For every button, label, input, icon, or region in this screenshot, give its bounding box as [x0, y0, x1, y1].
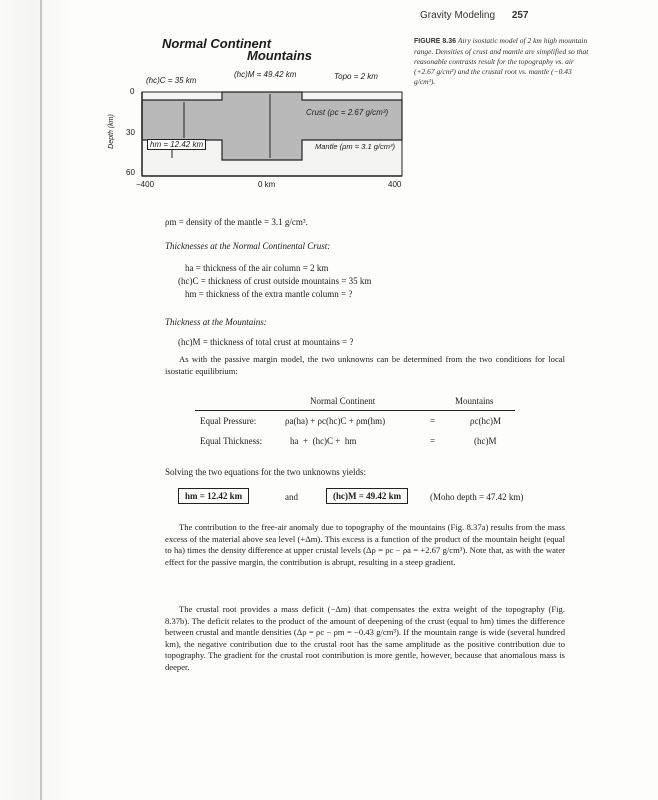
eq-pressure-label: Equal Pressure:: [200, 416, 257, 426]
result-hcm-box: (hc)M = 49.42 km: [326, 488, 408, 504]
hc-normal-label: (hc)C = 35 km: [146, 76, 197, 85]
depth-tick-60: 60: [126, 168, 135, 177]
crustal-root-paragraph: [165, 604, 565, 674]
x-tick-center: 0 km: [258, 180, 276, 189]
hm-definition: hm = thickness of the extra mantle column = ?: [185, 289, 353, 299]
running-header: [420, 10, 529, 21]
caption-text: Airy isostatic model of 2 km high mountain range. Densities of crust and mantle are simplified so that reasonable contrasts result for the topography vs. air (+2.67 g/cm³) and the crustal root vs. mantle (−0.43 g/cm³).: [414, 36, 589, 86]
col-header-mountains: Mountains: [455, 396, 494, 406]
mountain-thickness-heading: Thickness at the Mountains:: [165, 317, 267, 327]
x-tick-left: −400: [136, 180, 155, 189]
depth-axis-label: Depth (km): [107, 114, 115, 149]
normal-continent-label: Normal Continent: [162, 36, 272, 51]
page-number: 257: [511, 10, 529, 21]
hm-label: hm = 12.42 km: [147, 139, 206, 150]
x-tick-right: 400: [388, 180, 402, 189]
crust-label: Crust (ρc = 2.67 g/cm³): [306, 108, 389, 117]
equilibrium-intro-text: As with the passive margin model, the two unknowns can be determined from the two conditions for local isostatic equilibrium:: [165, 354, 565, 376]
eq-pressure-rhs: ρc(hc)M: [470, 416, 501, 426]
eq-thickness-equals: =: [430, 436, 436, 446]
header-title: Gravity Modeling: [420, 10, 496, 21]
normal-crust-heading: Thicknesses at the Normal Continental Crust:: [165, 241, 331, 251]
figure-diagram: [112, 36, 412, 216]
eq-thickness-label: Equal Thickness:: [200, 436, 263, 446]
result-hm-box: hm = 12.42 km: [178, 488, 249, 504]
equilibrium-intro: [165, 354, 565, 377]
mountains-label: Mountains: [247, 48, 312, 63]
eq-pressure-lhs: ρa(ha) + ρc(hc)C + ρm(hm): [285, 416, 386, 426]
topography-paragraph-text: The contribution to the free-air anomaly due to topography of the mountains (Fig. 8.37a) results from the mass excess of the material above sea level (+Δm). This excess is a function of the product of the mountain height (equal to ha) times the density difference at upper crustal levels (Δρ = ρc − ρa = +2.67 g/cm³). Note that, as with the water effect for the passive margin, the contribution is abrupt, resulting in a steep gradient.: [165, 522, 565, 567]
topo-label: Topo = 2 km: [334, 72, 378, 81]
hc-mountain-label: (hc)M = 49.42 km: [234, 70, 297, 79]
eq-thickness-lhs: ha + (hc)C + hm: [290, 436, 357, 446]
col-header-normal: Normal Continent: [310, 396, 376, 406]
rho-m-definition: ρm = density of the mantle = 3.1 g/cm³.: [165, 217, 308, 227]
figure-caption: [414, 36, 592, 87]
mantle-label: Mantle (ρm = 3.1 g/cm³): [315, 142, 395, 151]
ha-definition: ha = thickness of the air column = 2 km: [185, 263, 329, 273]
hcm-definition: (hc)M = thickness of total crust at mountains = ?: [178, 337, 354, 347]
depth-tick-0: 0: [130, 87, 135, 96]
caption-label: FIGURE 8.36: [414, 38, 457, 45]
hcc-definition: (hc)C = thickness of crust outside mountains = 35 km: [178, 276, 372, 286]
book-gutter-line: [40, 0, 42, 800]
and-text: and: [285, 492, 298, 502]
eq-pressure-equals: =: [430, 416, 436, 426]
moho-depth: (Moho depth = 47.42 km): [430, 492, 524, 502]
table-rule: [195, 410, 515, 411]
eq-thickness-rhs: (hc)M: [474, 436, 497, 446]
depth-tick-30: 30: [126, 128, 135, 137]
airy-isostasy-figure: [107, 36, 412, 216]
solve-line: Solving the two equations for the two unknowns yields:: [165, 467, 366, 477]
crustal-root-paragraph-text: The crustal root provides a mass deficit (−Δm) that compensates the extra weight of the topography (Fig. 8.37b). The deficit relates to the product of the amount of deepening of the crust (equal to hm) times the difference between crustal and mantle densities (Δρ = ρc − ρm = −0.43 g/cm³). If the mountain range is wide (several hundred km), the negative contribution due to the crustal root has the same amplitude as the positive contribution due to topography. The gradient for the crustal root contribution is more gentle, however, because that anomalous mass is deeper.: [165, 604, 565, 672]
topography-paragraph: [165, 522, 565, 568]
book-spine-shadow: [0, 0, 70, 800]
